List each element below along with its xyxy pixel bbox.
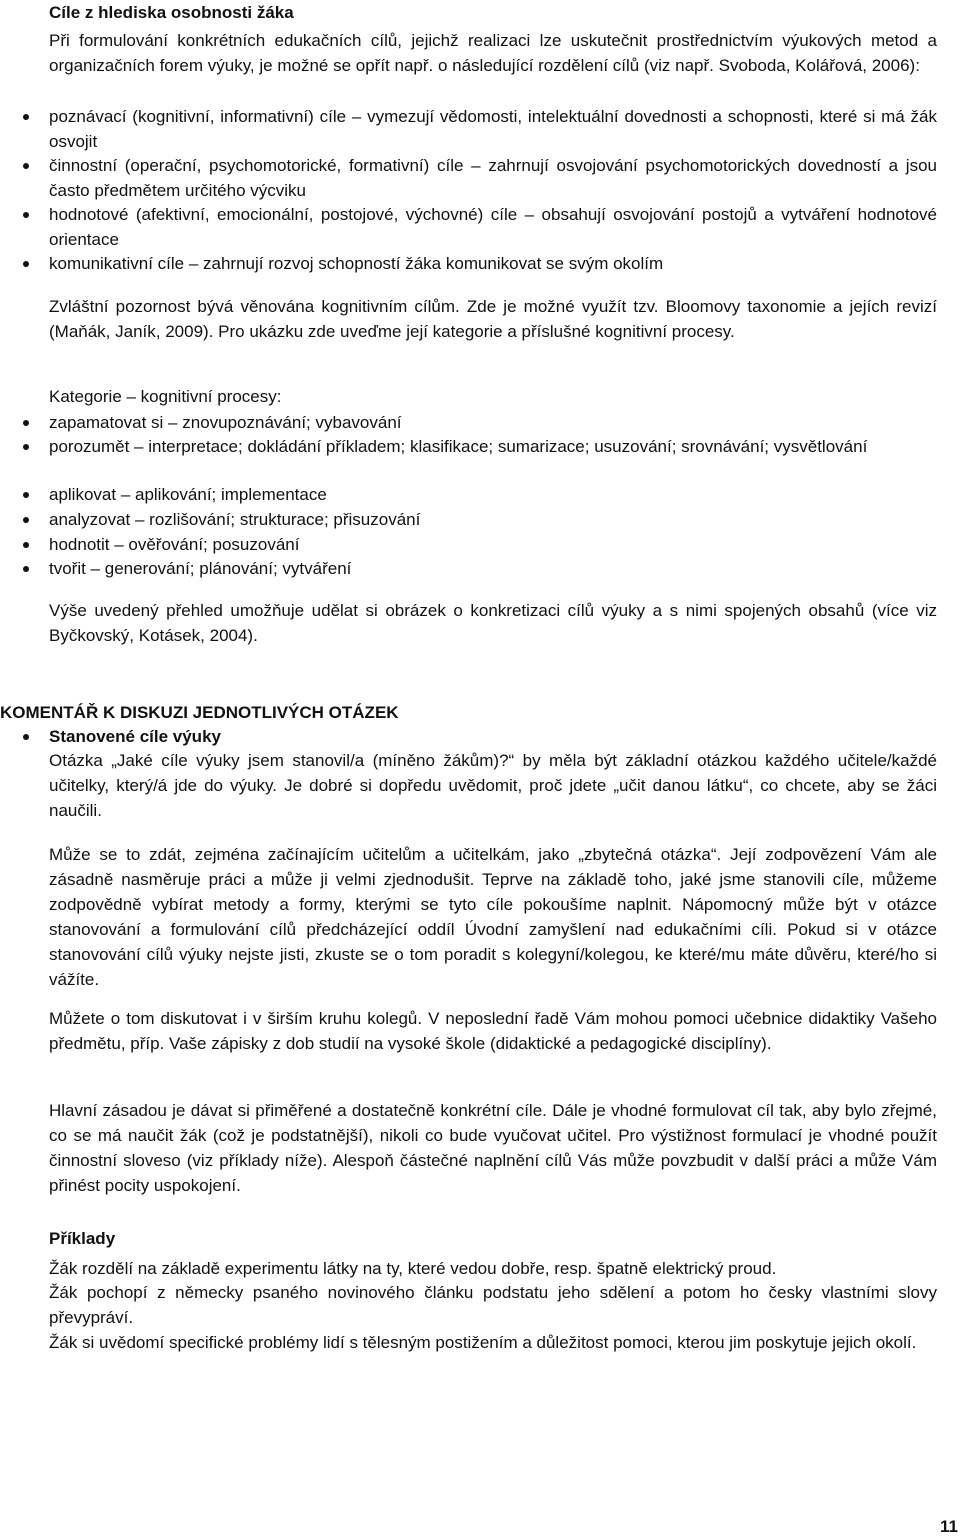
goal-text: činnostní (operační, psychomotorické, formativní) cíle – zahrnují osvojování psychomotorických dovedností a jsou často předmětem určitého výcviku (49, 156, 937, 200)
bullet-icon (23, 566, 29, 572)
list-item (49, 410, 937, 435)
category-text: porozumět – interpretace; dokládání příkladem; klasifikace; sumarizace; usuzování; srovnávání; vysvětlování (49, 437, 868, 456)
example-line: Žák rozdělí na základě experimentu látky na ty, které vedou dobře, resp. špatně elektrický proud. (49, 1259, 777, 1278)
category-text: zapamatovat si – znovupoznávání; vybavování (49, 413, 402, 432)
categories-label: Kategorie – kognitivní procesy: (49, 387, 282, 406)
bullet-icon (23, 212, 29, 218)
list-item (49, 532, 937, 557)
list-item (49, 556, 937, 581)
list-item (49, 104, 937, 154)
intro-paragraph: Při formulování konkrétních edukačních cílů, jejichž realizaci lze uskutečnit prostřednictvím výukových metod a organizačních forem výuky, je možné se opřít např. o následující rozdělení cílů (viz např. Svoboda, Kolářová, 2006): (49, 31, 937, 75)
bloom-paragraph: Zvláštní pozornost bývá věnována kognitivním cílům. Zde je možné využít tzv. Bloomovy taxonomie a jejích revizí (Maňák, Janík, 2009). Pro ukázku zde uveďme její kategorie a příslušné kognitivní procesy. (49, 297, 937, 341)
goal-text: poznávací (kognitivní, informativní) cíle – vymezují vědomosti, intelektuální dovednosti a schopnosti, které si má žák osvojit (49, 107, 937, 151)
list-item (49, 434, 937, 459)
subheading: Stanovené cíle výuky (49, 727, 221, 746)
bullet-icon (23, 734, 29, 740)
bullet-icon (23, 444, 29, 450)
bullet-icon (23, 114, 29, 120)
bullet-icon (23, 261, 29, 267)
body-paragraph: Můžete o tom diskutovat i v širším kruhu kolegů. V neposlední řadě Vám mohou pomoci učebnice didaktiky Vašeho předmětu, příp. Vaše zápisky z dob studií na vysoké škole (didaktické a pedagogické disciplíny). (49, 1009, 937, 1053)
example-line: Žák si uvědomí specifické problémy lidí s tělesným postižením a důležitost pomoci, kterou jim poskytuje jejich okolí. (49, 1333, 917, 1352)
subheading-item (49, 724, 937, 749)
bullet-icon (23, 420, 29, 426)
list-item (49, 153, 937, 203)
list-item (49, 251, 937, 276)
category-text: aplikovat – aplikování; implementace (49, 485, 327, 504)
example-line: Žák pochopí z německy psaného novinového článku podstatu jeho sdělení a potom ho česky vlastními slovy převypráví. (49, 1283, 937, 1327)
list-item (49, 507, 937, 532)
body-paragraph: Může se to zdát, zejména začínajícím učitelům a učitelkám, jako „zbytečná otázka“. Její zodpovězení Vám ale zásadně nasměruje práci a může ji velmi zjednodušit. Teprve na základě toho, jaké jsme stanovili cíle, můžeme zodpovědně vybírat metody a formy, kterými se tyto cíle pokoušíme naplnit. Nápomocný může být v otázce stanovování a formulování cílů předcházející oddíl Úvodní zamyšlení nad edukačními cíli. Pokud si v otázce stanovování cílů výuky nejste jisti, zkuste se o tom poradit s kolegyní/kolegou, ke které/mu máte důvěru, které/ho si vážíte. (49, 845, 937, 989)
goal-text: hodnotové (afektivní, emocionální, postojové, výchovné) cíle – obsahují osvojování postojů a vytváření hodnotové orientace (49, 205, 937, 249)
examples-heading: Příklady (49, 1229, 116, 1248)
closing-paragraph: Výše uvedený přehled umožňuje udělat si obrázek o konkretizaci cílů výuky a s nimi spojených obsahů (více viz Byčkovský, Kotásek, 2004). (49, 601, 937, 645)
bullet-icon (23, 492, 29, 498)
bullet-icon (23, 517, 29, 523)
category-text: hodnotit – ověřování; posuzování (49, 535, 300, 554)
bullet-icon (23, 163, 29, 169)
category-text: analyzovat – rozlišování; strukturace; přisuzování (49, 510, 421, 529)
category-text: tvořit – generování; plánování; vytváření (49, 559, 352, 578)
komentar-heading: KOMENTÁŘ K DISKUZI JEDNOTLIVÝCH OTÁZEK (0, 703, 399, 722)
bullet-icon (23, 542, 29, 548)
goal-text: komunikativní cíle – zahrnují rozvoj schopností žáka komunikovat se svým okolím (49, 254, 664, 273)
body-paragraph: Otázka „Jaké cíle výuky jsem stanovil/a (míněno žákům)?“ by měla být základní otázkou každého učitele/každé učitelky, který/á jde do výuky. Je dobré si dopředu uvědomit, proč jdete „učit danou látku“, co chcete, aby se žáci naučili. (49, 751, 937, 820)
section-heading: Cíle z hlediska osobnosti žáka (49, 3, 294, 22)
page-number: 11 (940, 1517, 958, 1536)
body-paragraph: Hlavní zásadou je dávat si přiměřené a dostatečně konkrétní cíle. Dále je vhodné formulovat cíl tak, aby bylo zřejmé, co se má naučit žák (což je podstatnější), nikoli co bude vyučovat učitel. Pro výstižnost formulací je vhodné použít činnostní sloveso (viz příklady níže). Alespoň částečné naplnění cílů Vás může povzbudit v další práci a může Vám přinést pocity uspokojení. (49, 1101, 937, 1195)
list-item (49, 482, 937, 507)
list-item (49, 202, 937, 252)
